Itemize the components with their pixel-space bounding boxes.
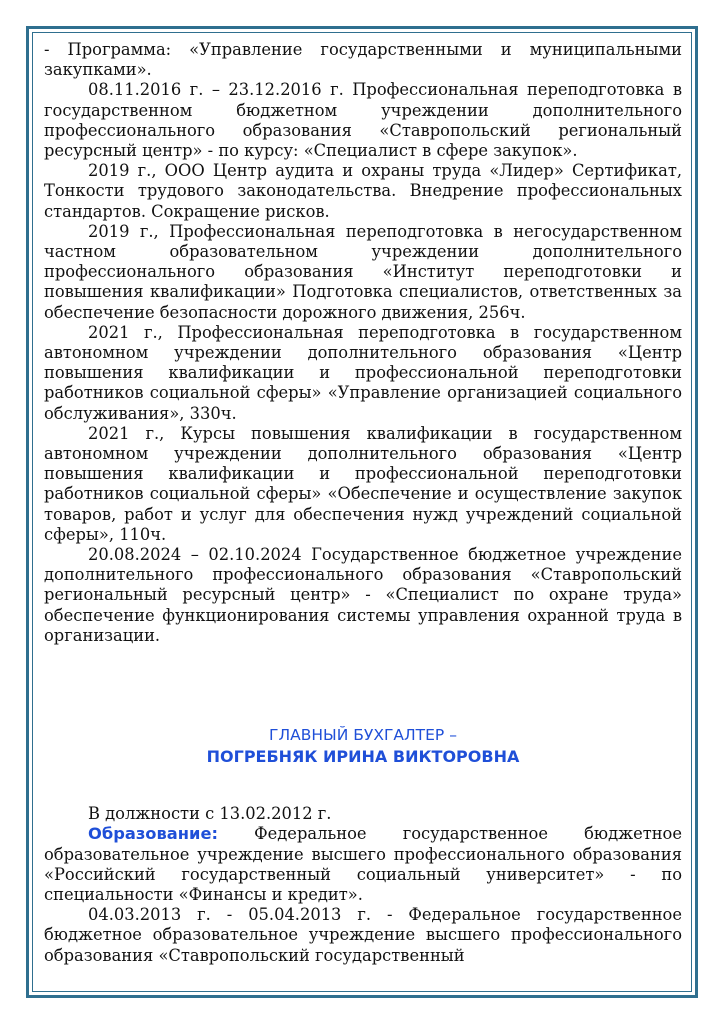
paragraph-position-since: В должности с 13.02.2012 г. [88, 804, 332, 824]
paragraph-2021-courses: 2021 г., Курсы повышения квалификации в государственном автономном учреждении дополнительного образования «Центр повышения квалификации и профессиональной переподготовки работников социальной сферы» «Обеспечение и осуществление закупок товаров, работ и услуг для обеспечения нужд учреждений социальной сферы», 110ч. [44, 423, 682, 544]
paragraph-2016: 08.11.2016 г. – 23.12.2016 г. Профессиональная переподготовка в государственном бюджетном учреждении дополнительного профессионального образования «Ставропольский региональный ресурсный центр» - по курсу: «Специалист в сфере закупок». [44, 80, 682, 161]
section-heading [44, 724, 682, 768]
paragraph-program: - Программа: «Управление государственными и муниципальными закупками». [44, 40, 682, 80]
paragraph-2021-retraining: 2021 г., Профессиональная переподготовка в государственном автономном учреждении дополнительного образования «Центр повышения квалификации и профессиональной переподготовки работников социальной сферы» «Управление организацией социального обслуживания», 330ч. [44, 322, 682, 423]
heading-spacer [44, 768, 682, 804]
education-label: Образование: [88, 824, 218, 844]
paragraph-2019-certificate: 2019 г., ООО Центр аудита и охраны труда «Лидер» Сертификат, Тонкости трудового законодательства. Внедрение профессиональных стандартов. Сокращение рисков. [44, 161, 682, 221]
document-body [44, 40, 682, 966]
education-text: Федеральное государственное бюджетное образовательное учреждение высшего профессионального образования «Российский государственный социальный университет» - по специальности «Финансы и кредит». [44, 824, 682, 904]
paragraph-2019-retraining: 2019 г., Профессиональная переподготовка в негосударственном частном образовательном учреждении дополнительного профессионального образования «Институт переподготовки и повышения квалификации» Подготовка специалистов, ответственных за обеспечение безопасности дорожного движения, 256ч. [44, 221, 682, 322]
heading-role: ГЛАВНЫЙ БУХГАЛТЕР – [269, 726, 457, 745]
heading-name: ПОГРЕБНЯК ИРИНА ВИКТОРОВНА [206, 747, 520, 767]
paragraph-2013: 04.03.2013 г. - 05.04.2013 г. - Федеральное государственное бюджетное образовательное учреждение высшего профессионального образования «Ставропольский государственный [44, 905, 682, 965]
section-spacer [44, 646, 682, 724]
paragraph-education [44, 824, 682, 905]
paragraph-2024: 20.08.2024 – 02.10.2024 Государственное бюджетное учреждение дополнительного профессионального образования «Ставропольский региональный ресурсный центр» - «Специалист по охране труда» обеспечение функционирования системы управления охранной труда в организации. [44, 545, 682, 645]
